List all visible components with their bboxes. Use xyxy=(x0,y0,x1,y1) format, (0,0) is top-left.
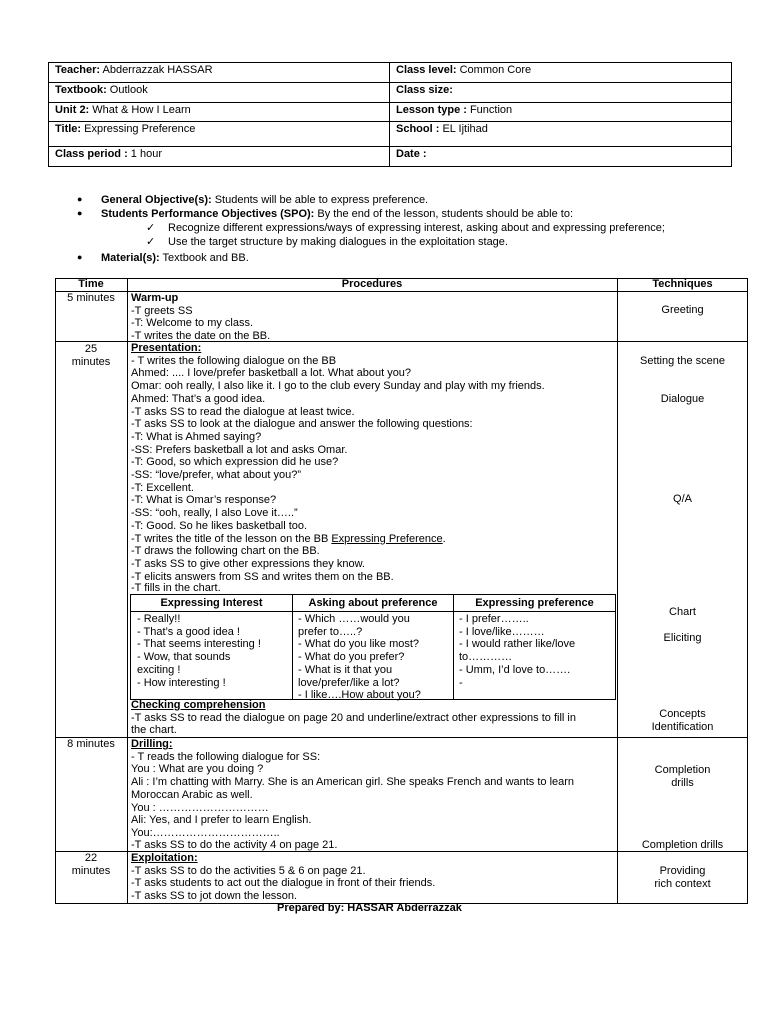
chart-item: - That’s a good idea ! xyxy=(137,625,240,638)
procedure-line: Ali: Yes, and I prefer to learn English. xyxy=(131,814,312,827)
spo-text: By the end of the lesson, students should be able to: xyxy=(314,208,574,220)
info-row xyxy=(49,122,731,147)
chart-col-asking xyxy=(298,613,421,702)
chart-header: Expressing preference xyxy=(475,597,594,609)
technique: Eliciting xyxy=(663,632,702,644)
procedure-line: -SS: “ooh, really, I also Love it…..” xyxy=(131,507,298,520)
table-border xyxy=(55,278,56,904)
checkmark-icon: ✓ xyxy=(146,222,156,234)
info-row xyxy=(49,63,731,83)
chart-divider xyxy=(131,611,615,612)
technique: Completion xyxy=(654,764,711,776)
table-divider xyxy=(127,278,128,904)
textbook-value: Outlook xyxy=(106,84,148,96)
procedure-line: -T: What is Omar’s response? xyxy=(131,494,277,507)
procedure-line: - T writes the following dialogue on the BB xyxy=(131,354,337,367)
class-level-value: Common Core xyxy=(456,64,532,76)
chart-item: - Wow, that sounds xyxy=(137,651,231,664)
spo-item: Use the target structure by making dialogues in the exploitation stage. xyxy=(168,236,508,248)
procedure-line: -T: Good. So he likes basketball too. xyxy=(131,519,308,532)
procedure-line: -T asks SS to do the activities 5 & 6 on page 21. xyxy=(131,864,366,877)
spo-label: Students Performance Objectives (SPO): xyxy=(101,208,315,220)
exploitation-time-unit: minutes xyxy=(71,864,111,877)
title-line-text: -T writes the title of the lesson on the BB xyxy=(131,532,332,545)
procedure-line: -T fills in the chart. xyxy=(131,581,221,594)
chart-item: - xyxy=(459,676,463,689)
chart-item: - I love/like……… xyxy=(459,625,545,638)
chart-header: Expressing Interest xyxy=(160,597,263,609)
checkmark-icon: ✓ xyxy=(146,236,156,248)
chart-item: - What is it that you xyxy=(298,663,393,676)
technique: rich context xyxy=(654,877,711,890)
procedure-line: Ali : I’m chatting with Marry. She is an American girl. She speaks French and wants to learn xyxy=(131,776,575,789)
warmup-time: 5 minutes xyxy=(67,292,115,304)
checking-title: Checking comprehension xyxy=(131,699,266,711)
table-divider xyxy=(617,278,618,904)
technique: Identification xyxy=(651,720,714,733)
col-time-header: Time xyxy=(78,278,104,290)
procedure-line: -T asks students to act out the dialogue in front of their friends. xyxy=(131,877,436,890)
materials-text: Textbook and BB. xyxy=(159,252,249,264)
school-label: School : xyxy=(396,123,440,135)
technique: Greeting xyxy=(661,304,704,316)
procedure-line: -SS: Prefers basketball a lot and asks Omar. xyxy=(131,443,348,456)
chart-item: - Umm, I’d love to……. xyxy=(459,663,571,676)
chart-col-interest xyxy=(137,613,261,689)
presentation-title: Presentation: xyxy=(131,342,202,354)
date-cell xyxy=(390,147,731,167)
prepared-by: Prepared by: HASSAR Abderrazzak xyxy=(277,902,462,914)
lesson-type-label: Lesson type : xyxy=(396,104,467,116)
chart-item: - I would rather like/love xyxy=(459,638,576,651)
chart-col-expressing xyxy=(459,613,575,689)
presentation-time-unit: minutes xyxy=(71,355,111,368)
col-techniques-header: Techniques xyxy=(652,278,713,290)
expressions-chart xyxy=(130,594,616,700)
lesson-type-value: Function xyxy=(466,104,513,116)
teacher-label: Teacher: xyxy=(55,64,101,76)
drilling-time: 8 minutes xyxy=(67,738,115,750)
procedure-line: Ahmed: That’s a good idea. xyxy=(131,392,266,405)
exploitation-time: 22 xyxy=(84,852,98,864)
col-procedures-header: Procedures xyxy=(341,278,403,290)
presentation-time: 25 xyxy=(84,343,98,355)
technique: drills xyxy=(671,776,694,789)
procedure-line: Ahmed: .... I love/prefer basketball a lot. What about you? xyxy=(131,367,412,380)
title-value: Expressing Preference xyxy=(81,123,196,135)
info-row xyxy=(49,103,731,122)
class-size-cell xyxy=(390,83,731,102)
procedures-table xyxy=(55,278,748,904)
procedure-line: -T asks SS to give other expressions they know. xyxy=(131,557,365,570)
procedure-line: Omar: ooh really, I also like it. I go to the club every Sunday and play with my friends. xyxy=(131,380,545,393)
title-label: Title: xyxy=(55,123,82,135)
title-line-end: . xyxy=(442,532,446,545)
period-value: 1 hour xyxy=(127,148,162,160)
chart-header: Asking about preference xyxy=(308,597,438,609)
lesson-title-underlined: Expressing Preference xyxy=(331,532,443,545)
chart-item: - I like….How about you? xyxy=(298,689,421,702)
bullet-icon: ● xyxy=(77,208,83,218)
procedure-line: -T writes the date on the BB. xyxy=(131,330,271,342)
warmup-title: Warm-up xyxy=(131,292,179,304)
table-border xyxy=(747,278,748,904)
technique: Setting the scene xyxy=(639,355,725,367)
chart-item: - What do you like most? xyxy=(298,638,420,651)
general-objective xyxy=(101,193,428,207)
procedure-line: -T elicits answers from SS and writes them on the BB. xyxy=(131,570,394,583)
drilling-title: Drilling: xyxy=(131,738,173,750)
teacher-value: Abderrazzak HASSAR xyxy=(100,64,213,76)
title-cell xyxy=(49,122,390,146)
procedure-line: You : ………………………… xyxy=(131,801,269,814)
school-cell xyxy=(390,122,731,146)
procedure-line: -T: What is Ahmed saying? xyxy=(131,430,262,443)
procedure-line: -T asks SS to do the activity 4 on page 21. xyxy=(131,839,338,851)
unit-cell xyxy=(49,103,390,121)
bullet-icon: ● xyxy=(77,194,83,204)
exploitation-title: Exploitation: xyxy=(131,852,198,864)
technique: Completion drills xyxy=(641,839,724,851)
materials xyxy=(101,251,249,265)
info-row xyxy=(49,147,731,167)
chart-item: - That seems interesting ! xyxy=(137,638,261,651)
general-objective-text: Students will be able to express preference. xyxy=(211,194,429,206)
procedure-line xyxy=(131,533,446,546)
procedure-line: -T draws the following chart on the BB. xyxy=(131,545,320,558)
procedure-line: -T asks SS to read the dialogue on page 20 and underline/extract other expressions to fill in xyxy=(131,711,576,724)
procedure-line: -T: Welcome to my class. xyxy=(131,317,254,330)
technique: Concepts xyxy=(659,708,706,720)
technique: Providing xyxy=(659,865,706,877)
chart-item: - Really!! xyxy=(137,613,181,625)
procedure-line: -T greets SS xyxy=(131,304,193,317)
procedure-line: Moroccan Arabic as well. xyxy=(131,788,253,801)
teacher-cell xyxy=(49,63,390,82)
lesson-type-cell xyxy=(390,103,731,121)
chart-item: - How interesting ! xyxy=(137,676,226,689)
procedure-line: You:…………………………….. xyxy=(131,826,280,839)
chart-item: prefer to…..? xyxy=(298,625,363,638)
chart-item: - I prefer…….. xyxy=(459,613,529,625)
textbook-cell xyxy=(49,83,390,102)
lesson-info-table xyxy=(48,62,732,167)
period-cell xyxy=(49,147,390,167)
procedure-line: -T asks SS to read the dialogue at least twice. xyxy=(131,405,355,418)
technique: Chart xyxy=(669,606,696,618)
chart-item: to………… xyxy=(459,651,513,664)
procedure-line: -T: Excellent. xyxy=(131,481,194,494)
bullet-icon: ● xyxy=(77,252,83,262)
technique: Dialogue xyxy=(660,393,705,405)
class-level-cell xyxy=(390,63,731,82)
procedure-line: -T asks SS to look at the dialogue and answer the following questions: xyxy=(131,418,473,431)
unit-value: What & How I Learn xyxy=(89,104,191,116)
chart-item: - Which ……would you xyxy=(298,613,410,625)
technique: Q/A xyxy=(673,493,692,505)
date-label: Date : xyxy=(396,148,427,160)
textbook-label: Textbook: xyxy=(55,84,107,96)
spo-item: Recognize different expressions/ways of expressing interest, asking about and expressing preference; xyxy=(168,222,665,234)
period-label: Class period : xyxy=(55,148,128,160)
procedure-line: - T reads the following dialogue for SS: xyxy=(131,750,321,763)
materials-label: Material(s): xyxy=(101,252,160,264)
procedure-line: You : What are you doing ? xyxy=(131,763,264,776)
chart-item: exciting ! xyxy=(137,663,181,676)
unit-label: Unit 2: xyxy=(55,104,90,116)
procedure-line: -T asks SS to jot down the lesson. xyxy=(131,890,298,902)
info-row xyxy=(49,83,731,103)
class-level-label: Class level: xyxy=(396,64,457,76)
class-size-label: Class size: xyxy=(396,84,453,96)
procedure-line: the chart. xyxy=(131,724,177,737)
spo xyxy=(101,207,573,221)
general-objective-label: General Objective(s): xyxy=(101,194,212,206)
school-value: EL Ijtihad xyxy=(439,123,488,135)
chart-item: love/prefer/like a lot? xyxy=(298,676,400,689)
chart-item: - What do you prefer? xyxy=(298,651,405,664)
procedure-line: -T: Good, so which expression did he use? xyxy=(131,456,339,469)
procedure-line: -SS: “love/prefer, what about you?” xyxy=(131,469,301,481)
